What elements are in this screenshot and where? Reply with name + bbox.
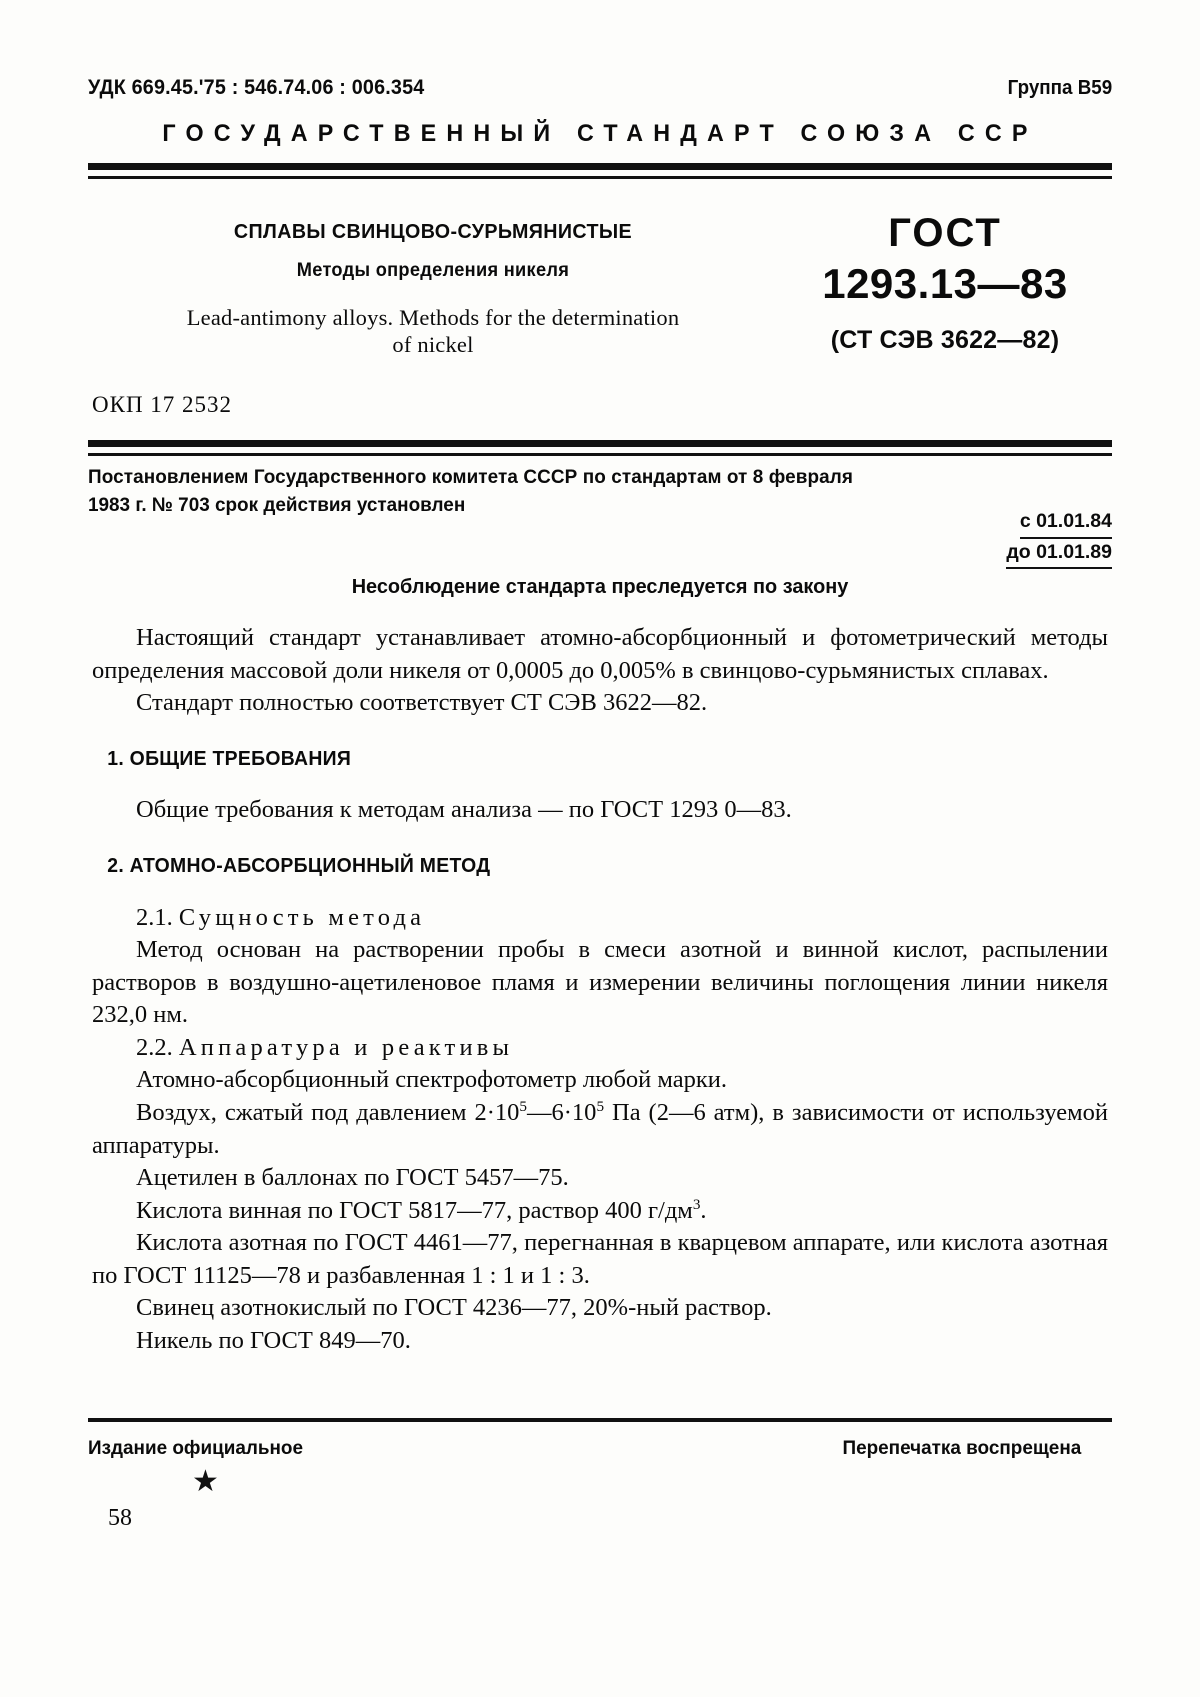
footer-reprint-forbidden: Перепечатка воспрещена xyxy=(842,1437,1082,1459)
reagent-acetylene: Ацетилен в баллонах по ГОСТ 5457—75. xyxy=(136,1164,569,1192)
resolution-line-1: Постановлением Государственного комитета СССР по стандартам от 8 февраля xyxy=(88,466,853,488)
page-number: 58 xyxy=(108,1505,132,1531)
reagent-air-c: Па (2—6 атм), в зависимости от используемой аппаратуры. xyxy=(92,1098,1108,1159)
section-2-heading: 2. АТОМНО-АБСОРБЦИОННЫЙ МЕТОД xyxy=(107,854,491,877)
resolution-rule-thick xyxy=(88,440,1112,447)
reagent-tartaric-exp: 3 xyxy=(692,1195,701,1213)
gost-number: 1293.13—83 xyxy=(822,260,1068,307)
reagent-tartaric-b: . xyxy=(700,1196,707,1224)
clause-2-2-title: Аппаратура и реактивы xyxy=(178,1033,514,1061)
intro-paragraph-2: Стандарт полностью соответствует СТ СЭВ 3622—82. xyxy=(136,689,708,717)
title-block xyxy=(88,212,1112,359)
document-title-english xyxy=(88,304,778,359)
clause-2-1-text: Метод основан на растворении пробы в смеси азотной и винной кислот, распылении растворов в воздушно-ацетиленовое пламя и измерении величины поглощения линии никеля 232,0 нм. xyxy=(92,936,1108,1029)
reagent-tartaric-a: Кислота винная по ГОСТ 5817—77, раствор 400 г/дм xyxy=(136,1196,693,1224)
reagent-nickel: Никель по ГОСТ 849—70. xyxy=(136,1327,411,1355)
date-to: до 01.01.89 xyxy=(1006,539,1112,570)
footer-row xyxy=(88,1437,1081,1460)
document-title: СПЛАВЫ СВИНЦОВО-СУРЬМЯНИСТЫЕ xyxy=(233,220,633,243)
footer-official-edition: Издание официальное xyxy=(88,1437,304,1459)
header-rule-thin xyxy=(88,176,1112,179)
state-standard-banner: ГОСУДАРСТВЕННЫЙ СТАНДАРТ СОЮЗА ССР xyxy=(162,120,1038,147)
clause-2-2-heading xyxy=(92,1032,1108,1065)
reagent-spectrophotometer: Атомно-абсорбционный спектрофотометр любой марки. xyxy=(136,1066,727,1094)
section-1-text: Общие требования к методам анализа — по ГОСТ 1293 0—83. xyxy=(136,796,792,824)
reagent-air xyxy=(92,1097,1108,1162)
clause-2-1-title: Сущность метода xyxy=(178,903,426,931)
star-icon: ★ xyxy=(192,1465,219,1498)
gost-number-block xyxy=(778,212,1112,355)
resolution-rule-thin xyxy=(88,453,1112,456)
intro-paragraph-1: Настоящий стандарт устанавливает атомно-абсорбционный и фотометрический методы определения массовой доли никеля от 0,0005 до 0,005% в свинцово-сурьмянистых сплавах. xyxy=(92,624,1108,684)
clause-2-1-number: 2.1. xyxy=(136,903,173,931)
reagent-air-exp-2: 5 xyxy=(596,1097,605,1115)
gost-st-sev: (СТ СЭВ 3622—82) xyxy=(830,326,1060,355)
group-code: Группа В59 xyxy=(1007,77,1112,99)
section-1-heading: 1. ОБЩИЕ ТРЕБОВАНИЯ xyxy=(107,747,352,770)
document-body xyxy=(92,622,1108,1358)
reagent-air-exp-1: 5 xyxy=(519,1097,528,1115)
reagent-air-a: Воздух, сжатый под давлением 2·10 xyxy=(136,1098,520,1126)
resolution-line-2: 1983 г. № 703 срок действия установлен xyxy=(88,494,466,517)
gost-label: ГОСТ xyxy=(888,211,1002,255)
document-subtitle: Методы определения никеля xyxy=(296,260,570,281)
reagent-air-b: —6·10 xyxy=(527,1098,597,1126)
reagent-tartaric-acid xyxy=(92,1195,1108,1228)
english-line-2: of nickel xyxy=(392,332,474,358)
date-from: с 01.01.84 xyxy=(1020,508,1112,539)
okp-code: ОКП 17 2532 xyxy=(92,392,233,417)
clause-2-2-number: 2.2. xyxy=(136,1033,173,1061)
reagent-lead-nitrate: Свинец азотнокислый по ГОСТ 4236—77, 20%-ный раствор. xyxy=(136,1294,772,1322)
footer-rule xyxy=(88,1418,1112,1422)
validity-dates xyxy=(88,508,1112,569)
header-rule-thick xyxy=(88,163,1112,170)
clause-2-1-heading xyxy=(92,902,1108,935)
title-left-column xyxy=(88,212,778,359)
english-line-1: Lead-antimony alloys. Methods for the determination xyxy=(186,305,680,330)
legal-warning: Несоблюдение стандарта преследуется по закону xyxy=(351,575,849,598)
udk-code: УДК 669.45.'75 : 546.74.06 : 006.354 xyxy=(88,76,425,99)
reagent-nitric-acid: Кислота азотная по ГОСТ 4461—77, перегнанная в кварцевом аппарате, или кислота азотная по ГОСТ 11125—78 и разбавленная 1 : 1 и 1 : 3. xyxy=(92,1229,1108,1289)
header-row xyxy=(88,76,1112,100)
